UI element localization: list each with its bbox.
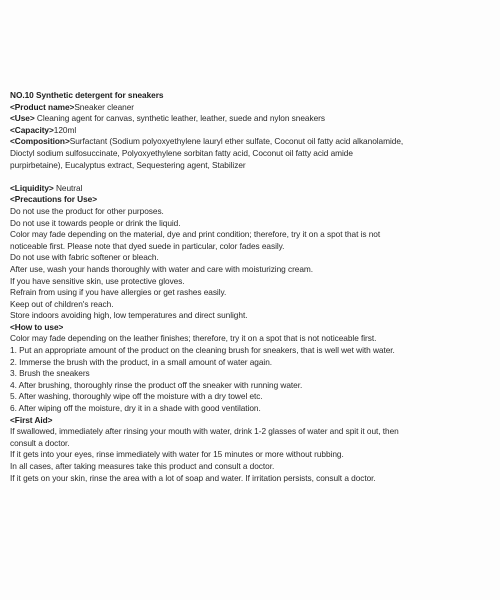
precaution-line: Do not use the product for other purposes. bbox=[10, 205, 164, 216]
product-name-label: <Product name> bbox=[10, 101, 75, 112]
precaution-line: Keep out of children's reach. bbox=[10, 298, 114, 309]
section-spacer bbox=[10, 171, 492, 183]
how-to-use-step: 2. Immerse the brush with the product, in a small amount of water again. bbox=[10, 356, 273, 367]
first-aid-line: If swallowed, immediately after rinsing your mouth with water, drink 1-2 glasses of water and spit it out, then bbox=[10, 426, 399, 437]
how-to-use-step: 5. After washing, thoroughly wipe off the moisture with a dry towel etc. bbox=[10, 391, 263, 402]
use-label: <Use> bbox=[10, 113, 35, 124]
how-to-use-step: 6. After wiping off the moisture, dry it in a shade with good ventilation. bbox=[10, 403, 261, 414]
composition-line-3: purpirbetaine), Eucalyptus extract, Sequestering agent, Stabilizer bbox=[10, 159, 246, 170]
capacity-value: 120ml bbox=[53, 124, 77, 135]
precaution-line: Store indoors avoiding high, low temperatures and direct sunlight. bbox=[10, 310, 248, 321]
first-aid-line: If it gets on your skin, rinse the area with a lot of soap and water. If irritation persists, consult a doctor. bbox=[10, 472, 376, 483]
precaution-line: noticeable first. Please note that dyed suede in particular, color fades easily. bbox=[10, 240, 285, 251]
precaution-line: After use, wash your hands thoroughly with water and care with moisturizing cream. bbox=[10, 263, 314, 274]
document-title: NO.10 Synthetic detergent for sneakers bbox=[10, 90, 164, 100]
precautions-heading: <Precautions for Use> bbox=[10, 194, 98, 205]
precaution-line: If you have sensitive skin, use protective gloves. bbox=[10, 275, 185, 286]
composition-line-2: Dioctyl sodium sulfosuccinate, Polyoxyethylene sorbitan fatty acid, Coconut oil fatty acid amide bbox=[10, 147, 353, 158]
use-line bbox=[10, 113, 492, 125]
first-aid-line: consult a doctor. bbox=[10, 437, 70, 448]
use-value: Cleaning agent for canvas, synthetic leather, leather, suede and nylon sneakers bbox=[34, 113, 325, 124]
composition-label: <Composition> bbox=[10, 136, 70, 147]
product-name-line bbox=[10, 102, 492, 114]
liquidity-value: Neutral bbox=[53, 182, 83, 193]
how-to-use-line: Color may fade depending on the leather finishes; therefore, try it on a spot that is not noticeable first. bbox=[10, 333, 377, 344]
capacity-line bbox=[10, 125, 492, 137]
composition-line bbox=[10, 136, 492, 148]
first-aid-line: If it gets into your eyes, rinse immediately with water for 15 minutes or more without rubbing. bbox=[10, 449, 344, 460]
precaution-line: Refrain from using if you have allergies or get rashes easily. bbox=[10, 287, 227, 298]
liquidity-label: <Liquidity> bbox=[10, 182, 54, 193]
first-aid-line: In all cases, after taking measures take this product and consult a doctor. bbox=[10, 461, 275, 471]
liquidity-line bbox=[10, 183, 492, 195]
product-name-value: Sneaker cleaner bbox=[74, 101, 134, 112]
precaution-line: Color may fade depending on the material, dye and print condition; therefore, try it on a spot that is not bbox=[10, 229, 381, 240]
how-to-use-heading: <How to use> bbox=[10, 321, 64, 332]
composition-value-1: Surfactant (Sodium polyoxyethylene lauryl ether sulfate, Coconut oil fatty acid alkanolamide, bbox=[69, 136, 404, 147]
capacity-label: <Capacity> bbox=[10, 124, 54, 135]
precaution-line: Do not use with fabric softener or bleach. bbox=[10, 252, 159, 263]
how-to-use-step: 1. Put an appropriate amount of the product on the cleaning brush for sneakers, that is well wet with water. bbox=[10, 345, 395, 356]
first-aid-heading: <First Aid> bbox=[10, 414, 53, 425]
how-to-use-step: 4. After brushing, thoroughly rinse the product off the sneaker with running water. bbox=[10, 379, 303, 390]
product-label-document bbox=[10, 90, 492, 484]
precaution-line: Do not use it towards people or drink the liquid. bbox=[10, 217, 181, 228]
how-to-use-step: 3. Brush the sneakers bbox=[10, 368, 90, 379]
